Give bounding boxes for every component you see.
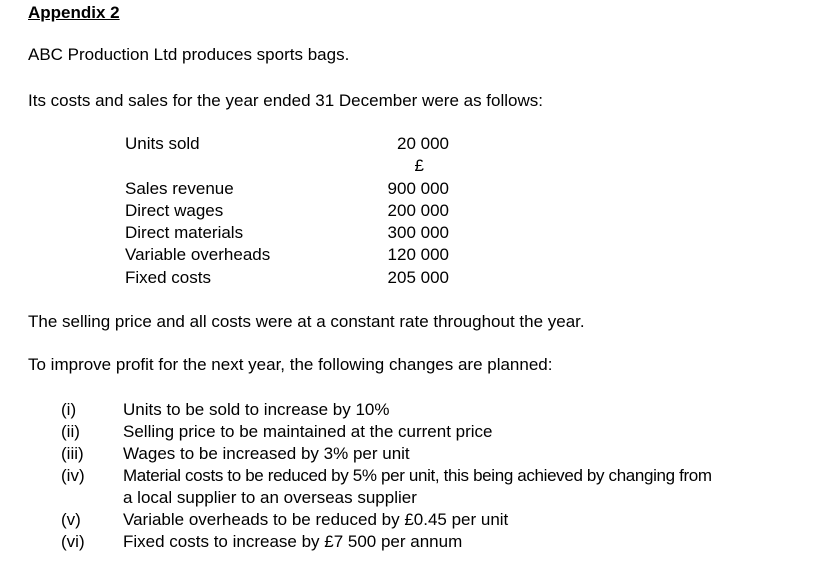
figure-row-value: 300 000 (387, 223, 449, 242)
figure-row-label: Fixed costs (125, 268, 211, 287)
list-item-continuation: a local supplier to an overseas supplier (123, 488, 417, 507)
units-sold-label: Units sold (125, 134, 200, 153)
figure-row-value: 120 000 (387, 245, 449, 264)
figure-row-value: 900 000 (387, 179, 449, 198)
figure-row-label: Direct materials (125, 223, 244, 242)
list-item-text: Selling price to be maintained at the current price (123, 422, 493, 441)
constant-rate-paragraph: The selling price and all costs were at a constant rate throughout the year. (28, 312, 585, 331)
list-item-number: (iii) (61, 444, 84, 463)
figure-row-label: Variable overheads (125, 245, 271, 264)
list-item-number: (iv) (61, 466, 85, 485)
list-item-text: Fixed costs to increase by £7 500 per annum (123, 532, 463, 551)
figure-row-label: Sales revenue (125, 179, 234, 198)
units-sold-value: 20 000 (397, 134, 449, 153)
appendix-title: Appendix 2 (28, 3, 120, 22)
intro-line-company: ABC Production Ltd produces sports bags. (28, 45, 350, 64)
figure-row-value: 205 000 (387, 268, 449, 287)
list-item-number: (i) (61, 400, 77, 419)
list-item-text: Variable overheads to be reduced by £0.45 per unit (123, 510, 509, 529)
list-item-number: (v) (61, 510, 81, 529)
list-item-text: Material costs to be reduced by 5% per unit, this being achieved by changing from (123, 466, 712, 485)
list-item-text: Wages to be increased by 3% per unit (123, 444, 410, 463)
intro-line-costs: Its costs and sales for the year ended 31 December were as follows: (28, 91, 543, 110)
figure-row-value: 200 000 (387, 201, 449, 220)
list-item-text: Units to be sold to increase by 10% (123, 400, 390, 419)
list-item-number: (vi) (61, 532, 85, 551)
list-item-number: (ii) (61, 422, 80, 441)
planned-changes-paragraph: To improve profit for the next year, the following changes are planned: (28, 355, 553, 374)
currency-header: £ (414, 156, 424, 175)
figure-row-label: Direct wages (125, 201, 224, 220)
